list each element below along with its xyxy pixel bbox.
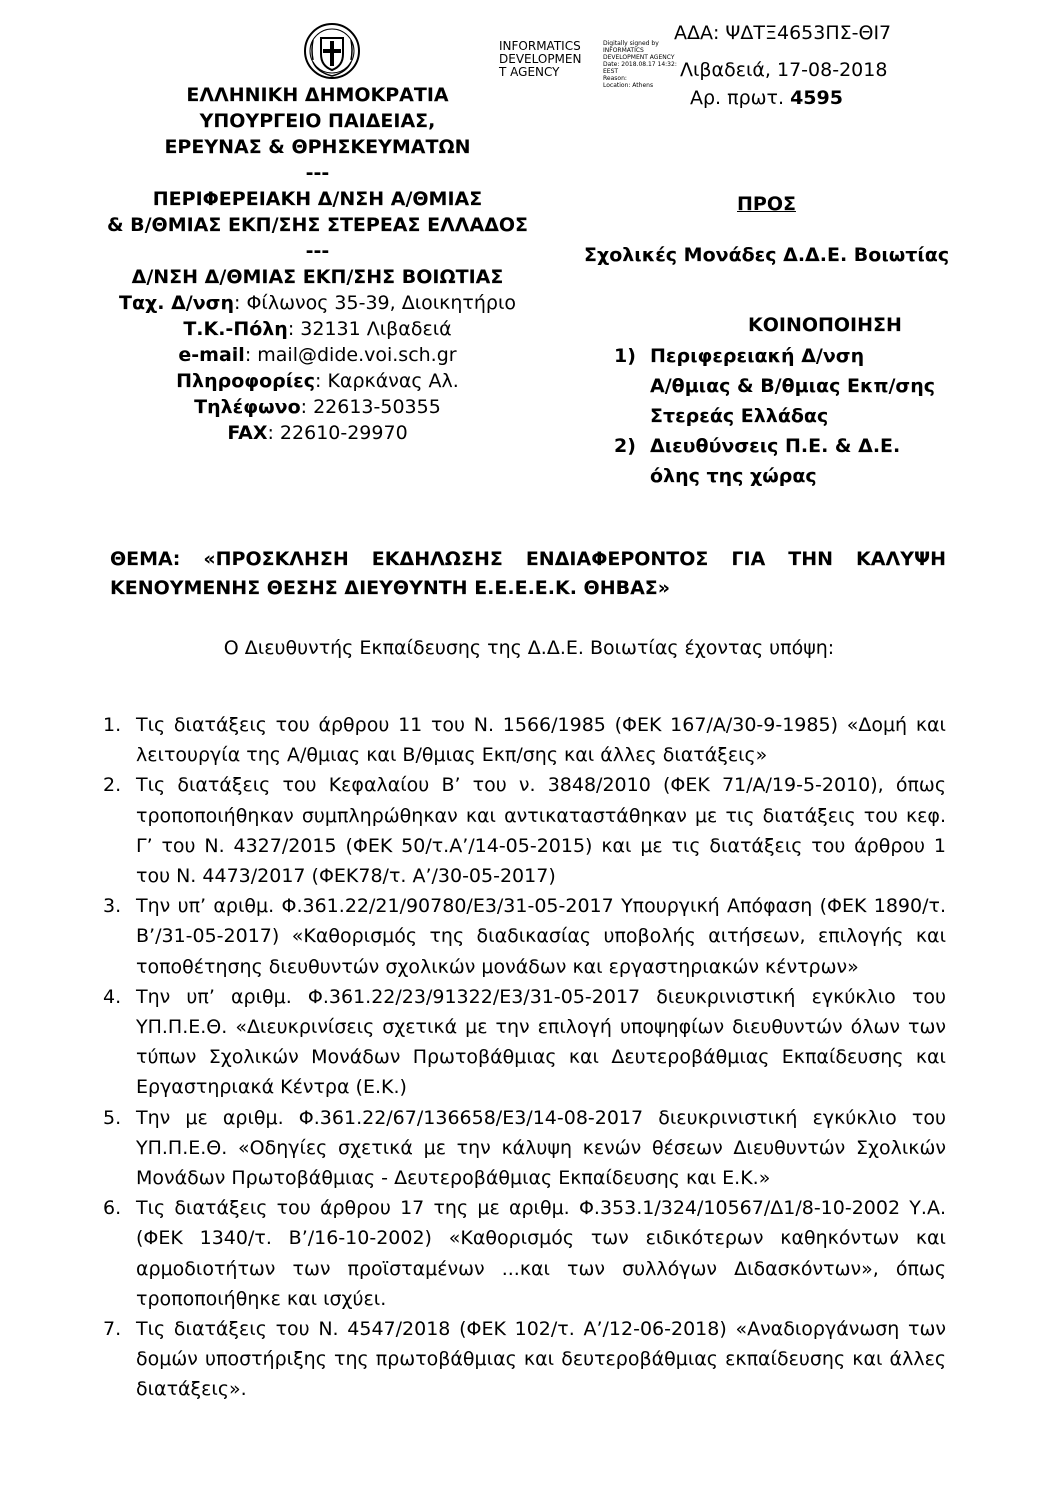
contact-value: : 22613-50355 [300,396,441,418]
list-item [103,710,946,770]
directorate-name: Δ/ΝΣΗ Δ/ΘΜΙΑΣ ΕΚΠ/ΣΗΣ ΒΟΙΩΤΙΑΣ [131,266,504,288]
signature-signer [499,40,581,79]
signature-line: DEVELOPMEN [499,52,582,66]
cc-item [614,341,994,431]
recipient: Σχολικές Μονάδες Δ.Δ.Ε. Βοιωτίας [584,244,950,266]
list-number: 2. [103,774,122,797]
signature-line: INFORMATICS [499,39,581,53]
contact-value: : 32131 Λιβαδειά [287,318,452,340]
separator: --- [305,240,330,262]
list-item [103,1193,946,1314]
signature-detail: Digitally signed by [603,40,659,47]
cc-list [614,341,994,491]
contact-info [90,368,545,394]
regional-line-1: ΠΕΡΙΦΕΡΕΙΑΚΗ Δ/ΝΣΗ Α/ΘΜΙΑΣ [152,188,483,210]
subject-line-2: ΚΕΝΟΥΜΕΝΗΣ ΘΕΣΗΣ ΔΙΕΥΘΥΝΤΗ Ε.Ε.Ε.Ε.Κ. ΘΗΒΑΣ» [110,577,671,599]
regional-line-2: & Β/ΘΜΙΑΣ ΕΚΠ/ΣΗΣ ΣΤΕΡΕΑΣ ΕΛΛΑΔΟΣ [106,214,529,236]
list-number: 5. [103,1106,122,1129]
contact-postal [90,316,545,342]
contact-address [90,290,545,316]
contact-label: Ταχ. Δ/νση [118,292,234,314]
list-text: Την υπ’ αριθμ. Φ.361.22/21/90780/Ε3/31-05-2017 Υπουργική Απόφαση (ΦΕΚ 1890/τ. Β’/31-05-2017) «Καθορισμός της διαδικασίας υποβολής αιτήσεων, επιλογής και τοποθέτησης διευθυντών σχολικών μονάδων και εργαστηριακών κέντρων» [136,895,946,978]
separator: --- [305,162,330,184]
cc-number: 1) [614,345,636,367]
document-date: Λιβαδειά, 17-08-2018 [680,59,888,81]
contact-value: : 22610-29970 [267,422,408,444]
contact-value: : Φίλωνος 35-39, Διοικητήριο [234,292,517,314]
cc-number: 2) [614,435,636,457]
list-item [103,891,946,982]
cc-line: όλης της χώρας [650,465,817,487]
greek-coat-of-arms-icon [303,22,361,80]
cc-line: Α/θμιας & Β/θμιας Εκπ/σης [650,375,936,397]
list-text: Τις διατάξεις του Ν. 4547/2018 (ΦΕΚ 102/τ. Α’/12-06-2018) «Αναδιοργάνωση των δομών υποστήριξης της πρωτοβάθμιας και δευτεροβάθμιας εκπαίδευσης και άλλες διατάξεις». [136,1318,946,1401]
cc-item [614,431,994,491]
ministry-line-2: ΕΡΕΥΝΑΣ & ΘΡΗΣΚΕΥΜΑΤΩΝ [164,136,471,158]
signature-detail: Date: 2018.08.17 14:32: [603,61,677,68]
contact-value: : Καρκάνας Αλ. [315,370,459,392]
list-number: 4. [103,985,122,1008]
list-text: Την υπ’ αριθμ. Φ.361.22/23/91322/Ε3/31-05-2017 διευκρινιστική εγκύκλιο του ΥΠ.Π.Ε.Θ. «Διευκρινίσεις σχετικά με την επιλογή υποψηφίων διευθυντών όλων των τύπων Σχολικών Μονάδων Πρωτοβάθμιας και Δευτεροβάθμιας Εκπαίδευσης και Εργαστηριακά Κέντρα (Ε.Κ.) [136,985,946,1099]
signature-detail: INFORMATICS [603,47,644,54]
list-text: Τις διατάξεις του άρθρου 17 της με αριθμ. Φ.353.1/324/10567/Δ1/8-10-2002 Υ.Α. (ΦΕΚ 1340/τ. Β’/16-10-2002) «Καθορισμός των ειδικότερων καθηκόντων και αρμοδιοτήτων των προϊσταμένων ...και των συλλόγων Διδασκόντων», όπως τροποποιήθηκε και ισχύει. [136,1197,946,1310]
list-item [103,1103,946,1194]
signature-detail: EEST [603,68,619,75]
contact-label: Τ.Κ.-Πόλη [183,318,288,340]
list-number: 1. [103,714,122,736]
list-number: 7. [103,1318,122,1341]
cc-line: Στερεάς Ελλάδας [650,405,829,427]
subject-line-1: ΘΕΜΑ: «ΠΡΟΣΚΛΗΣΗ ΕΚΔΗΛΩΣΗΣ ΕΝΔΙΑΦΕΡΟΝΤΟΣ ΓΙΑ ΤΗΝ ΚΑΛΥΨΗ [110,548,946,570]
signature-detail: Reason: [603,75,627,82]
list-text: Τις διατάξεις του άρθρου 11 του Ν. 1566/1985 (ΦΕΚ 167/Α/30-9-1985) «Δομή και λειτουργία της Α/θμιας και Β/θμιας Εκπ/σης και άλλες διατάξεις» [136,714,946,767]
list-text: Τις διατάξεις του Κεφαλαίου Β’ του ν. 3848/2010 (ΦΕΚ 71/Α/19-5-2010), όπως τροποποιήθηκαν συμπληρώθηκαν και αντικαταστάθηκαν με τις διατάξεις του κεφ. Γ’ του Ν. 4327/2015 (ΦΕΚ 50/τ.Α’/14-05-2015) και με τις διατάξεις του άρθρου 1 του Ν. 4473/2017 (ΦΕΚ78/τ. Α’/30-05-2017) [136,774,946,888]
contact-label: e-mail [178,344,245,366]
ada-code: ΑΔΑ: ΨΔΤΞ4653ΠΣ-ΘΙ7 [674,22,892,44]
issuer-header [90,82,545,446]
signature-details [603,40,677,89]
intro-text: Ο Διευθυντής Εκπαίδευσης της Δ.Δ.Ε. Βοιωτίας έχοντας υπόψη: [223,637,835,659]
subject [110,545,946,603]
signature-detail: Location: Athens [603,82,654,89]
contact-label: Πληροφορίες [176,370,316,392]
contact-label: FAX [227,422,268,444]
protocol-value: 4595 [790,87,843,109]
considerations-list [103,710,946,1405]
list-number: 3. [103,895,122,918]
signature-line: T AGENCY [499,65,560,79]
republic-name: ΕΛΛΗΝΙΚΗ ΔΗΜΟΚΡΑΤΙΑ [186,84,449,106]
list-item [103,770,946,891]
list-item [103,1314,946,1405]
cc-line: Περιφερειακή Δ/νση [650,345,865,367]
signature-detail: DEVELOPMENT AGENCY [603,54,675,61]
protocol-label: Αρ. πρωτ. [690,87,785,109]
contact-phone [90,394,545,420]
contact-value: : mail@dide.voi.sch.gr [244,344,457,366]
to-label: ΠΡΟΣ [737,193,796,215]
protocol-number [690,87,843,109]
contact-email [90,342,545,368]
contact-label: Τηλέφωνο [194,396,301,418]
cc-line: Διευθύνσεις Π.Ε. & Δ.Ε. [650,435,901,457]
list-item [103,982,946,1103]
ministry-line-1: ΥΠΟΥΡΓΕΙΟ ΠΑΙΔΕΙΑΣ, [199,110,436,132]
list-text: Την με αριθμ. Φ.361.22/67/136658/Ε3/14-08-2017 διευκρινιστική εγκύκλιο του ΥΠ.Π.Ε.Θ. «Οδηγίες σχετικά με την κάλυψη κενών θέσεων Διευθυντών Σχολικών Μονάδων Πρωτοβάθμιας - Δευτεροβάθμιας Εκπαίδευσης και Ε.Κ.» [136,1106,946,1190]
contact-fax [90,420,545,446]
list-number: 6. [103,1197,122,1220]
cc-label: ΚΟΙΝΟΠΟΙΗΣΗ [748,314,902,336]
